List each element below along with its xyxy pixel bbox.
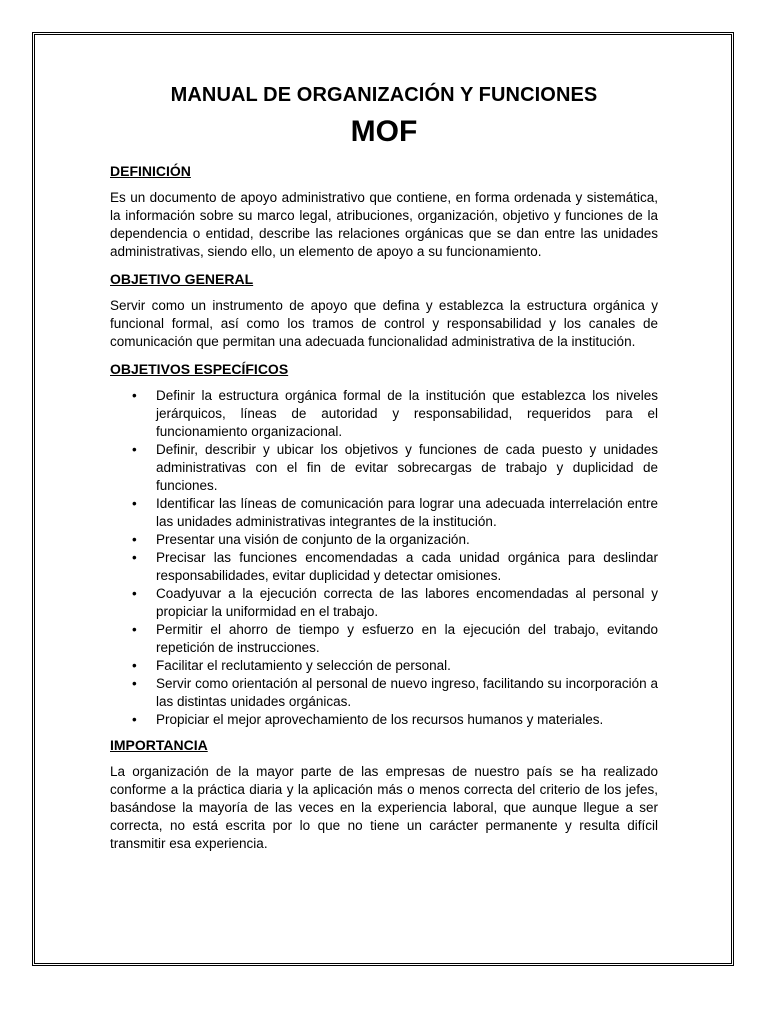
bullet-icon: • xyxy=(132,388,137,403)
section-text-definicion: Es un documento de apoyo administrativo que contiene, en forma ordenada y sistemática, la información sobre su marco legal, atribuciones, organización, objetivo y funciones de la dependencia o entidad, describe las relaciones orgánicas que se dan entre las unidades administrativas, siendo ello, un elemento de apoyo a su funcionamiento. xyxy=(110,190,658,259)
list-item-text: Presentar una visión de conjunto de la organización. xyxy=(156,532,470,547)
list-item-text: Definir, describir y ubicar los objetivos y funciones de cada puesto y unidades administrativas con el fin de evitar sobrecargas de trabajo y duplicidad de funciones. xyxy=(156,442,658,493)
bullet-icon: • xyxy=(132,658,137,673)
list-item xyxy=(110,495,658,531)
section-heading-objetivo-general: OBJETIVO GENERAL xyxy=(110,271,254,287)
list-item xyxy=(110,657,658,675)
bullet-icon: • xyxy=(132,676,137,691)
list-item xyxy=(110,585,658,621)
section-heading-definicion: DEFINICIÓN xyxy=(110,163,191,179)
list-item xyxy=(110,675,658,711)
bullet-icon: • xyxy=(132,586,137,601)
bullet-icon: • xyxy=(132,496,137,511)
list-item-text: Facilitar el reclutamiento y selección de personal. xyxy=(156,658,451,673)
bullet-icon: • xyxy=(132,622,137,637)
section-objetivos-especificos xyxy=(110,361,658,729)
document-content xyxy=(110,84,658,863)
objetivos-list xyxy=(110,387,658,729)
list-item xyxy=(110,549,658,585)
section-text-importancia: La organización de la mayor parte de las empresas de nuestro país se ha realizado conforme a la práctica diaria y la aplicación más o menos correcta del criterio de los jefes, basándose la mayoría de las veces en la experiencia laboral, que aunque llegue a ser correcta, no está escrita por lo que no tiene un carácter permanente y resulta difícil transmitir esa experiencia. xyxy=(110,764,658,851)
section-importancia xyxy=(110,737,658,853)
list-item-text: Coadyuvar a la ejecución correcta de las labores encomendadas al personal y propiciar la uniformidad en el trabajo. xyxy=(156,586,658,619)
list-item-text: Permitir el ahorro de tiempo y esfuerzo en la ejecución del trabajo, evitando repetición de instrucciones. xyxy=(156,622,658,655)
document-title: MANUAL DE ORGANIZACIÓN Y FUNCIONES xyxy=(170,84,598,106)
document-subtitle: MOF xyxy=(350,115,418,148)
list-item xyxy=(110,441,658,495)
bullet-icon: • xyxy=(132,442,137,457)
list-item-text: Identificar las líneas de comunicación para lograr una adecuada interrelación entre las unidades administrativas integrantes de la institución. xyxy=(156,496,658,529)
section-objetivo-general xyxy=(110,271,658,351)
section-heading-objetivos-especificos: OBJETIVOS ESPECÍFICOS xyxy=(110,361,289,377)
list-item-text: Propiciar el mejor aprovechamiento de los recursos humanos y materiales. xyxy=(156,712,604,727)
bullet-icon: • xyxy=(132,532,137,547)
list-item-text: Precisar las funciones encomendadas a cada unidad orgánica para deslindar responsabilidades, evitar duplicidad y detectar omisiones. xyxy=(156,550,658,583)
list-item-text: Servir como orientación al personal de nuevo ingreso, facilitando su incorporación a las distintas unidades orgánicas. xyxy=(156,676,658,709)
list-item xyxy=(110,711,658,729)
section-text-objetivo-general: Servir como un instrumento de apoyo que defina y establezca la estructura orgánica y funcional formal, así como los tramos de control y responsabilidad y los canales de comunicación que permitan una adecuada funcionalidad administrativa de la institución. xyxy=(110,298,658,349)
list-item xyxy=(110,531,658,549)
section-heading-importancia: IMPORTANCIA xyxy=(110,737,208,753)
bullet-icon: • xyxy=(132,712,137,727)
list-item xyxy=(110,621,658,657)
list-item xyxy=(110,387,658,441)
section-definicion xyxy=(110,163,658,261)
list-item-text: Definir la estructura orgánica formal de la institución que establezca los niveles jerárquicos, líneas de autoridad y responsabilidad, requeridos para el funcionamiento organizacional. xyxy=(156,388,658,439)
bullet-icon: • xyxy=(132,550,137,565)
